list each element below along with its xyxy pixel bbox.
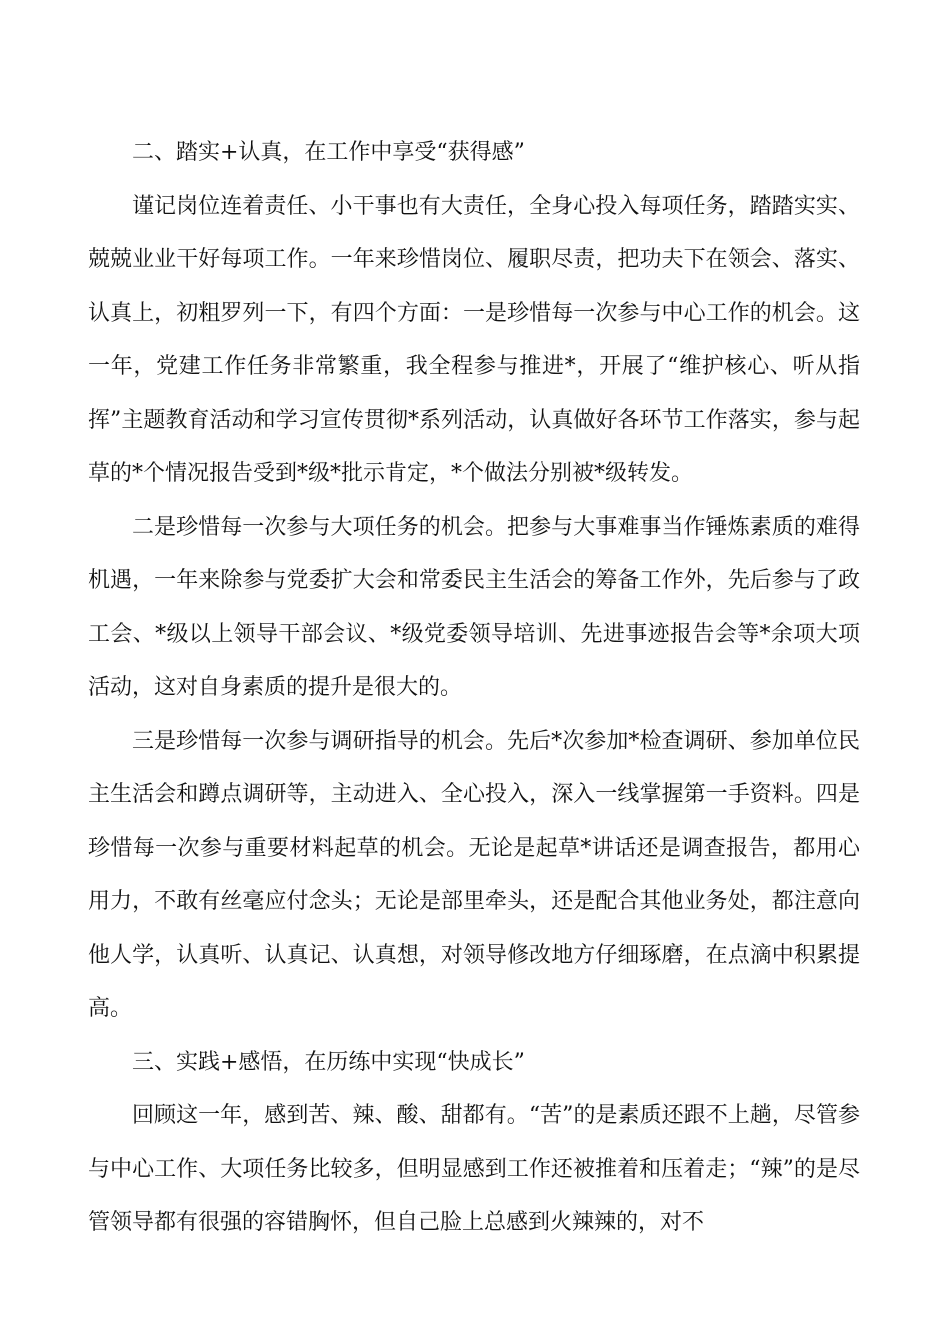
paragraph-3: 三是珍惜每一次参与调研指导的机会。先后*次参加*检查调研、参加单位民主生活会和蹲点调研等，主动进入、全心投入，深入一线掌握第一手资料。四是珍惜每一次参与重要材料起草的机会。无论是起草*讲话还是调查报告，都用心用力，不敢有丝毫应付念头；无论是部里牵头，还是配合其他业务处，都注意向他人学，认真听、认真记、认真想，对领导修改地方仔细琢磨，在点滴中积累提高。 [88, 728, 860, 1021]
paragraph-4: 回顾这一年，感到苦、辣、酸、甜都有。“苦”的是素质还跟不上趟，尽管参与中心工作、大项任务比较多，但明显感到工作还被推着和压着走；“辣”的是尽管领导都有很强的容错胸怀，但自己脸上总感到火辣辣的，对不 [88, 1103, 860, 1235]
paragraph-2: 二是珍惜每一次参与大项任务的机会。把参与大事难事当作锤炼素质的难得机遇，一年来除参与党委扩大会和常委民主生活会的筹备工作外，先后参与了政工会、*级以上领导干部会议、*级党委领导培训、先进事迹报告会等*余项大项活动，这对自身素质的提升是很大的。 [88, 514, 860, 700]
section-heading-2: 二、踏实+认真，在工作中享受“获得感” [132, 140, 525, 165]
document-body [88, 126, 860, 1250]
paragraph-1: 谨记岗位连着责任、小干事也有大责任，全身心投入每项任务，踏踏实实、兢兢业业干好每项工作。一年来珍惜岗位、履职尽责，把功夫下在领会、落实、认真上，初粗罗列一下，有四个方面：一是珍惜每一次参与中心工作的机会。这一年，党建工作任务非常繁重，我全程参与推进*，开展了“维护核心、听从指挥”主题教育活动和学习宣传贯彻*系列活动，认真做好各环节工作落实，参与起草的*个情况报告受到*级*批示肯定，*个做法分别被*级转发。 [88, 193, 860, 486]
section-heading-3: 三、实践+感悟，在历练中实现“快成长” [132, 1049, 525, 1075]
